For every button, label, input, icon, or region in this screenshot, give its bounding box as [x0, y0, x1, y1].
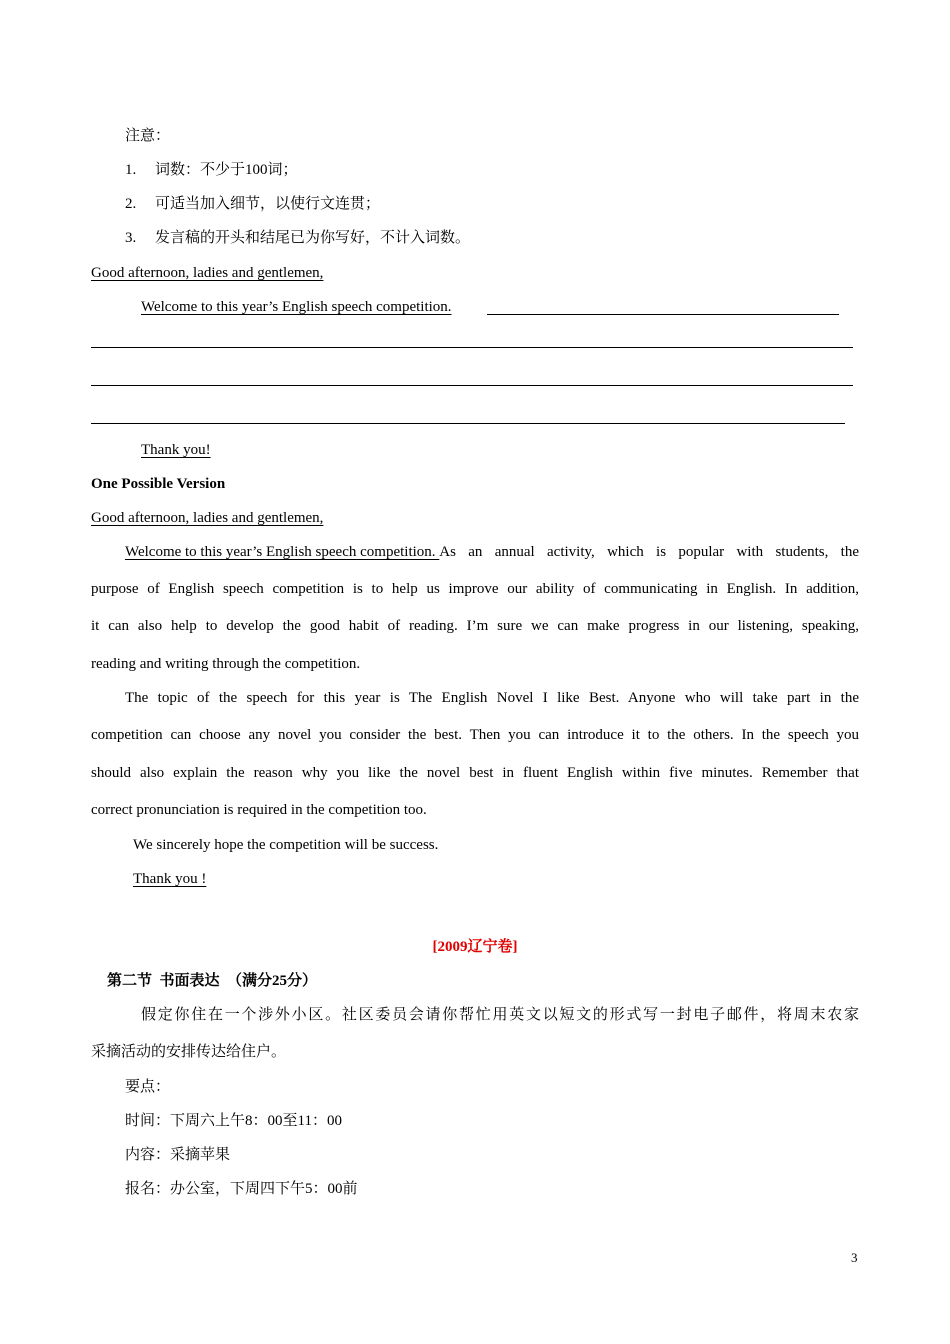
blank-line-2: [91, 385, 853, 386]
sample-p1-text-1: As an annual activity, which is popular with students, the: [439, 544, 859, 560]
notes-heading: 注意：: [125, 128, 171, 144]
point-signup: 报名：办公室，下周四下午5：00前: [125, 1181, 358, 1197]
point-time: 时间：下周六上午8：00至11：00: [125, 1113, 342, 1129]
points-heading: 要点：: [125, 1079, 171, 1095]
sample-p1-line-3: it can also help to develop the good habit of reading. I’m sure we can make progress in our listening, speaking,: [91, 618, 859, 634]
sample-p1-line-2: purpose of English speech competition is to help us improve our ability of communicating in English. In addition,: [91, 581, 859, 597]
template-greeting: Good afternoon, ladies and gentlemen,: [91, 265, 324, 281]
note-text-1: 词数：不少于100词；: [155, 162, 298, 178]
page-number: 3: [851, 1250, 858, 1265]
note-number-3: 3.: [125, 230, 137, 246]
blank-line-0: [487, 314, 839, 315]
sample-p2-line-1: The topic of the speech for this year is The English Novel I like Best. Anyone who will take part in the: [125, 690, 859, 706]
template-closing: Thank you!: [141, 442, 211, 458]
sample-greeting: Good afternoon, ladies and gentlemen,: [91, 510, 324, 526]
sample-p3: We sincerely hope the competition will be success.: [133, 837, 439, 853]
note-text-2: 可适当加入细节，以使行文连贯；: [155, 196, 381, 212]
section-title: 第二节 书面表达 （满分25分）: [107, 973, 318, 989]
template-welcome: Welcome to this year’s English speech competition.: [141, 299, 452, 315]
sample-heading: One Possible Version: [91, 476, 226, 492]
blank-line-1: [91, 347, 853, 348]
sample-closing: Thank you !: [133, 871, 207, 887]
sample-welcome: Welcome to this year’s English speech competition.: [125, 544, 440, 560]
sample-p1-line-1: [125, 542, 859, 562]
sample-p2-line-4: correct pronunciation is required in the competition too.: [91, 802, 427, 818]
note-text-3: 发言稿的开头和结尾已为你写好，不计入词数。: [155, 230, 471, 246]
task-intro-line-1: 假定你住在一个涉外小区。社区委员会请你帮忙用英文以短文的形式写一封电子邮件，将周末农家: [141, 1007, 859, 1023]
task-intro-line-2: 采摘活动的安排传达给住户。: [91, 1044, 287, 1060]
section-source-tag: [2009辽宁卷]: [432, 939, 518, 955]
sample-p2-line-2: competition can choose any novel you consider the best. Then you can introduce it to the others. In the speech you: [91, 727, 859, 743]
blank-line-3: [91, 423, 845, 424]
sample-p2-line-3: should also explain the reason why you like the novel best in fluent English within five minutes. Remember that: [91, 765, 859, 781]
note-number-1: 1.: [125, 162, 137, 178]
sample-p1-line-4: reading and writing through the competition.: [91, 656, 361, 672]
point-content: 内容：采摘苹果: [125, 1147, 231, 1163]
note-number-2: 2.: [125, 196, 137, 212]
